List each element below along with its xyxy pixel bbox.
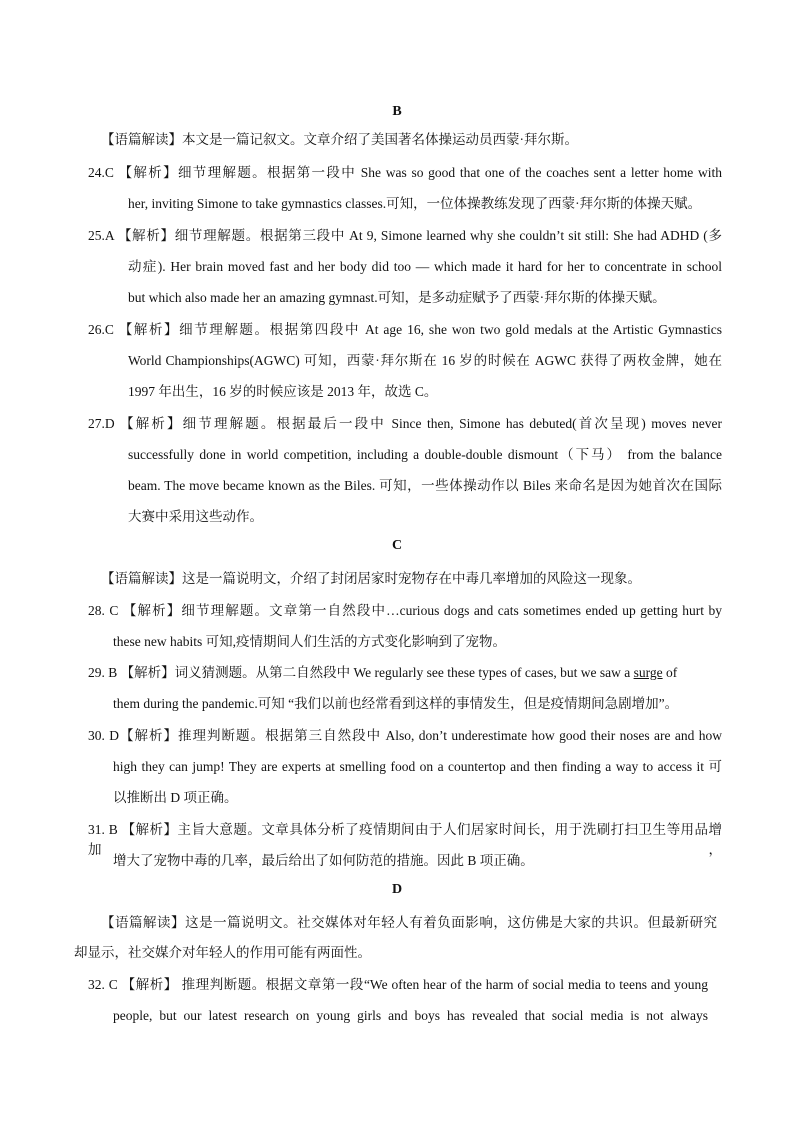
answer-24-line-2: her, inviting Simone to take gymnastics classes.可知，一位体操教练发现了西蒙·拜尔斯的体操天赋。 (128, 196, 702, 211)
answer-25-line-1: 25.A 【解析】细节理解题。根据第三段中 At 9, Simone learned why she couldn’t sit still: She had ADHD (多 (88, 228, 722, 243)
answer-24-line-1: 24.C 【解析】细节理解题。根据第一段中 She was so good that one of the coaches sent a letter home with (88, 165, 722, 180)
answer-27-line-1: 27.D 【解析】细节理解题。根据最后一段中 Since then, Simone has debuted(首次呈现) moves never (88, 416, 722, 431)
answer-32-line-2: people, but our latest research on young girls and boys has revealed that social media is not always (113, 1008, 708, 1023)
answer-30-line-2: high they can jump! They are experts at smelling food on a countertop and then finding a way to access it 可 (113, 759, 722, 774)
answer-29-text-end: of (662, 665, 678, 680)
section-b-title: B (392, 104, 402, 119)
answer-27-line-3: beam. The move became known as the Biles. 可知，一些体操动作以 Biles 来命名是因为她首次在国际 (128, 478, 722, 493)
section-d-intro-line-1: 【语篇解读】这是一篇说明文。社交媒体对年轻人有着负面影响，这仿佛是大家的共识。但最新研究 (101, 915, 717, 930)
answer-27-line-2: successfully done in world competition, including a double-double dismount（下马） from the balance (128, 447, 722, 462)
answer-32-line-1: 32. C 【解析】 推理判断题。根据文章第一段“We often hear of the harm of social media to teens and young (88, 977, 708, 992)
section-d-intro-line-2: 却显示，社交媒介对年轻人的作用可能有两面性。 (74, 945, 371, 960)
answer-27-line-4: 大赛中采用这些动作。 (128, 509, 263, 524)
answer-28-line-1: 28. C 【解析】细节理解题。文章第一自然段中…curious dogs and cats sometimes ended up getting hurt by (88, 603, 722, 618)
answer-26-line-3: 1997 年出生，16 岁的时候应该是 2013 年，故选 C。 (128, 384, 438, 399)
answer-31-line-1: 31. B 【解析】主旨大意题。文章具体分析了疫情期间由于人们居家时间长，用于洗刷打扫卫生等用品增加， (88, 822, 722, 857)
answer-29-line-1 (88, 663, 677, 683)
answer-31-line-2: 增大了宠物中毒的几率，最后给出了如何防范的措施。因此 B 项正确。 (113, 853, 534, 868)
section-c-intro: 【语篇解读】这是一篇说明文，介绍了封闭居家时宠物存在中毒几率增加的风险这一现象。 (101, 571, 641, 586)
answer-29-line-2: them during the pandemic.可知 “我们以前也经常看到这样的事情发生，但是疫情期间急剧增加”。 (113, 696, 679, 711)
answer-29-text: 29. B 【解析】词义猜测题。从第二自然段中 We regularly see these types of cases, but we saw a (88, 665, 634, 680)
section-d-title: D (391, 882, 403, 897)
answer-25-line-2: 动症). Her brain moved fast and her body did too — which made it hard for her to concentrate in school (128, 259, 722, 274)
answer-30-line-3: 以推断出 D 项正确。 (113, 790, 238, 805)
answer-28-line-2: these new habits 可知,疫情期间人们生活的方式变化影响到了宠物。 (113, 634, 506, 649)
underlined-word-surge: surge (633, 665, 663, 680)
section-b-intro: 【语篇解读】本文是一篇记叙文。文章介绍了美国著名体操运动员西蒙·拜尔斯。 (101, 132, 578, 147)
answer-26-line-2: World Championships(AGWC) 可知，西蒙·拜尔斯在 16 岁的时候在 AGWC 获得了两枚金牌，她在 (128, 353, 722, 368)
answer-26-line-1: 26.C 【解析】细节理解题。根据第四段中 At age 16, she won two gold medals at the Artistic Gymnastics (88, 322, 722, 337)
section-c-title: C (391, 538, 403, 553)
answer-25-line-3: but which also made her an amazing gymnast.可知，是多动症赋予了西蒙·拜尔斯的体操天赋。 (128, 290, 666, 305)
answer-30-line-1: 30. D【解析】推理判断题。根据第三自然段中 Also, don’t underestimate how good their noses are and how (88, 728, 722, 743)
